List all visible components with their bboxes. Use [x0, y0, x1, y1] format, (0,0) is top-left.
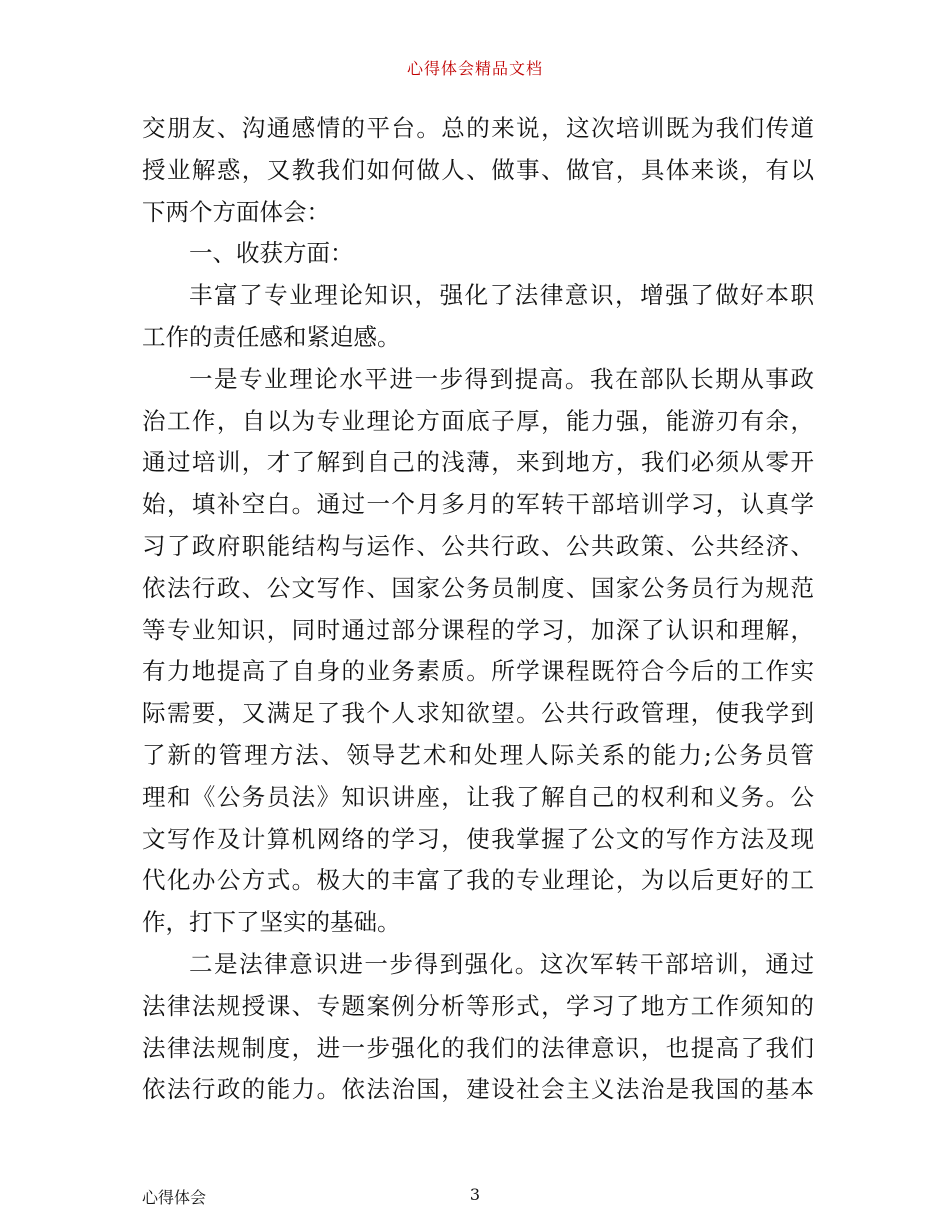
- text-line: 治工作，自以为专业理论方面底子厚，能力强，能游刃有余，: [142, 406, 814, 435]
- text-line: 授业解惑，又教我们如何做人、做事、做官，具体来谈，有以: [142, 155, 814, 184]
- text-line: 丰富了专业理论知识，强化了法律意识，增强了做好本职: [189, 281, 814, 310]
- footer-label: 心得体会: [142, 1188, 207, 1207]
- text-line: 了新的管理方法、领导艺术和处理人际关系的能力;公务员管: [142, 740, 814, 769]
- page-number: 3: [469, 1185, 481, 1204]
- text-line: 法律法规制度，进一步强化的我们的法律意识，也提高了我们: [142, 1033, 814, 1062]
- text-line: 代化办公方式。极大的丰富了我的专业理论，为以后更好的工: [142, 866, 814, 895]
- text-line: 依法行政、公文写作、国家公务员制度、国家公务员行为规范: [142, 573, 814, 602]
- text-line: 作，打下了坚实的基础。: [142, 908, 401, 937]
- text-line: 工作的责任感和紧迫感。: [142, 322, 401, 351]
- text-line: 习了政府职能结构与运作、公共行政、公共政策、公共经济、: [142, 531, 814, 560]
- text-line: 下两个方面体会：: [142, 197, 330, 226]
- text-line: 始，填补空白。通过一个月多月的军转干部培训学习，认真学: [142, 490, 814, 519]
- text-line: 有力地提高了自身的业务素质。所学课程既符合今后的工作实: [142, 657, 814, 686]
- text-line: 二是法律意识进一步得到强化。这次军转干部培训，通过: [189, 949, 814, 978]
- text-line: 文写作及计算机网络的学习，使我掌握了公文的写作方法及现: [142, 824, 814, 853]
- text-line: 通过培训，才了解到自己的浅薄，来到地方，我们必须从零开: [142, 448, 814, 477]
- document-header-title: 心得体会精品文档: [406, 59, 543, 78]
- text-line: 等专业知识，同时通过部分课程的学习，加深了认识和理解，: [142, 615, 814, 644]
- text-line: 法律法规授课、专题案例分析等形式，学习了地方工作须知的: [142, 991, 814, 1020]
- text-line: 一是专业理论水平进一步得到提高。我在部队长期从事政: [189, 364, 814, 393]
- text-line: 交朋友、沟通感情的平台。总的来说，这次培训既为我们传道: [142, 114, 814, 142]
- text-line: 际需要，又满足了我个人求知欲望。公共行政管理，使我学到: [142, 699, 814, 728]
- section-heading: 一、收获方面：: [189, 239, 354, 268]
- text-line: 理和《公务员法》知识讲座，让我了解自己的权利和义务。公: [142, 782, 814, 811]
- document-body: [142, 108, 814, 1111]
- text-line: 依法行政的能力。依法治国，建设社会主义法治是我国的基本: [142, 1075, 814, 1104]
